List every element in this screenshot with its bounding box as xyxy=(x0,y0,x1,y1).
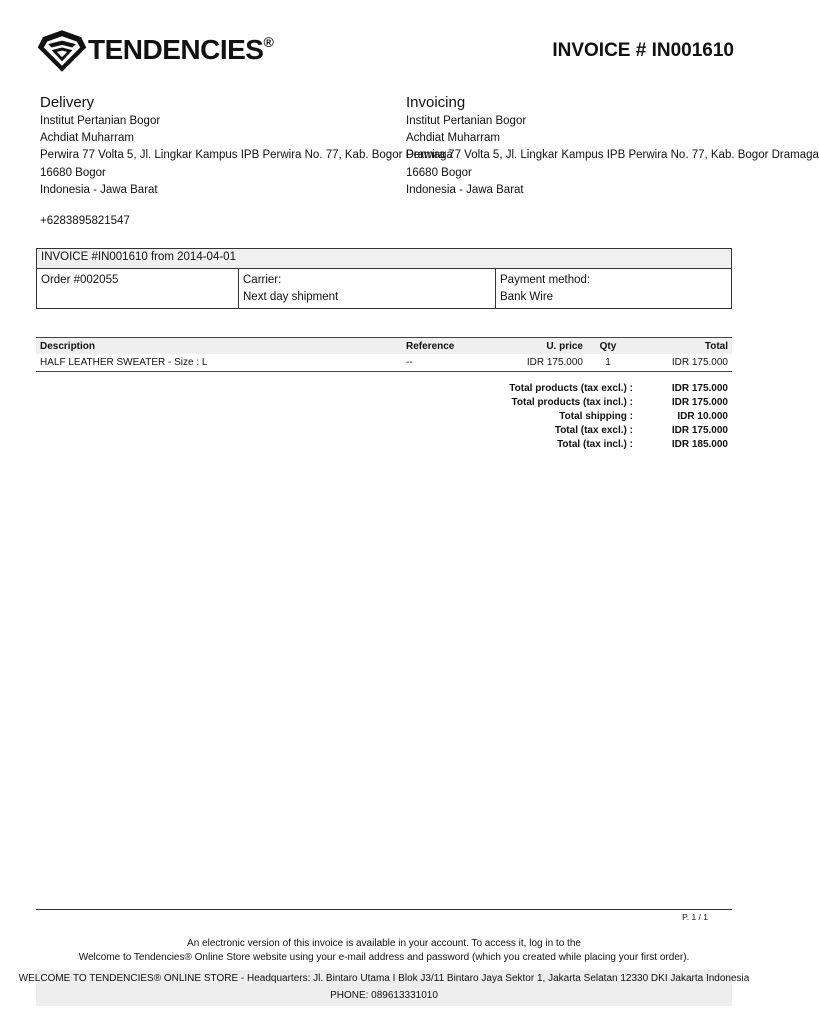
totals-value: IDR 175.000 xyxy=(671,397,728,409)
delivery-heading: Delivery xyxy=(40,94,95,111)
invoice-info-box xyxy=(36,248,732,309)
column-header-reference: Reference xyxy=(406,340,455,352)
totals-value: IDR 185.000 xyxy=(671,438,728,450)
items-header-row xyxy=(36,337,732,354)
footer-divider xyxy=(36,909,732,910)
delivery-line: Perwira 77 Volta 5, Jl. Lingkar Kampus IPB Perwira No. 77, Kab. Bogor Dramaga xyxy=(40,149,453,162)
invoice-title: INVOICE # IN001610 xyxy=(552,40,734,61)
totals-value: IDR 175.000 xyxy=(671,383,728,395)
invoicing-line: Institut Pertanian Bogor xyxy=(406,115,527,127)
item-total: IDR 175.000 xyxy=(671,357,728,368)
totals-row xyxy=(470,423,728,437)
store-phone: PHONE: 089613331010 xyxy=(330,990,438,1001)
totals-row xyxy=(470,396,728,410)
totals-label: Total products (tax excl.) : xyxy=(509,383,633,395)
carrier-cell xyxy=(239,269,496,308)
totals-label: Total (tax incl.) : xyxy=(557,438,633,450)
totals-row xyxy=(470,382,728,396)
totals-label: Total (tax excl.) : xyxy=(554,424,633,436)
tendencies-logo-icon xyxy=(36,26,88,76)
items-table xyxy=(36,337,732,372)
invoice-info-header: INVOICE #IN001610 from 2014-04-01 xyxy=(37,249,731,269)
totals-value: IDR 175.000 xyxy=(671,424,728,436)
column-header-qty: Qty xyxy=(599,340,617,352)
totals-row xyxy=(470,437,728,451)
order-number: Order #002055 xyxy=(37,269,239,308)
payment-value: Bank Wire xyxy=(500,291,554,303)
electronic-invoice-notice xyxy=(0,937,768,964)
column-header-unit-price: U. price xyxy=(546,340,583,352)
totals-label: Total shipping : xyxy=(559,410,633,422)
invoicing-heading: Invoicing xyxy=(406,94,466,111)
totals-row xyxy=(470,410,728,424)
item-qty: 1 xyxy=(605,357,611,368)
invoicing-line: Perwira 77 Volta 5, Jl. Lingkar Kampus IPB Perwira No. 77, Kab. Bogor Dramaga xyxy=(406,149,819,162)
column-header-description: Description xyxy=(40,340,96,352)
column-header-total: Total xyxy=(704,340,728,352)
invoicing-line: Achdiat Muharram xyxy=(406,132,500,145)
delivery-line: Institut Pertanian Bogor xyxy=(40,115,161,127)
notice-line: An electronic version of this invoice is available in your account. To access it, log in to the xyxy=(187,938,581,949)
totals-block xyxy=(470,382,728,451)
payment-label: Payment method: xyxy=(500,274,591,286)
invoicing-line: Indonesia - Jawa Barat xyxy=(406,183,524,196)
delivery-line: Indonesia - Jawa Barat xyxy=(40,183,158,196)
invoicing-line: 16680 Bogor xyxy=(406,166,472,179)
carrier-label: Carrier: xyxy=(243,274,282,286)
table-row xyxy=(36,354,732,372)
totals-value: IDR 10.000 xyxy=(677,410,728,422)
brand-name: TENDENCIES® xyxy=(88,34,274,65)
delivery-address xyxy=(40,93,453,199)
totals-label: Total products (tax incl.) : xyxy=(511,397,633,409)
carrier-value: Next day shipment xyxy=(243,291,339,303)
page-number: P. 1 / 1 xyxy=(682,912,708,922)
item-description: HALF LEATHER SWEATER - Size : L xyxy=(40,357,208,368)
item-unit-price: IDR 175.000 xyxy=(526,357,583,368)
payment-cell xyxy=(496,269,731,308)
notice-line: Welcome to Tendencies® Online Store website using your e-mail address and password (which you created while placing your first order). xyxy=(78,951,690,963)
delivery-phone: +6283895821547 xyxy=(40,215,130,227)
headquarters-info: WELCOME TO TENDENCIES® ONLINE STORE - Headquarters: Jl. Bintaro Utama I Blok J3/11 Bintaro Jaya Sektor 1, Jakarta Selatan 12330 DKI Jakarta Indonesia xyxy=(18,973,750,984)
delivery-line: Achdiat Muharram xyxy=(40,132,134,145)
item-reference: -- xyxy=(406,357,413,368)
delivery-line: 16680 Bogor xyxy=(40,166,106,179)
invoicing-address xyxy=(406,93,819,199)
